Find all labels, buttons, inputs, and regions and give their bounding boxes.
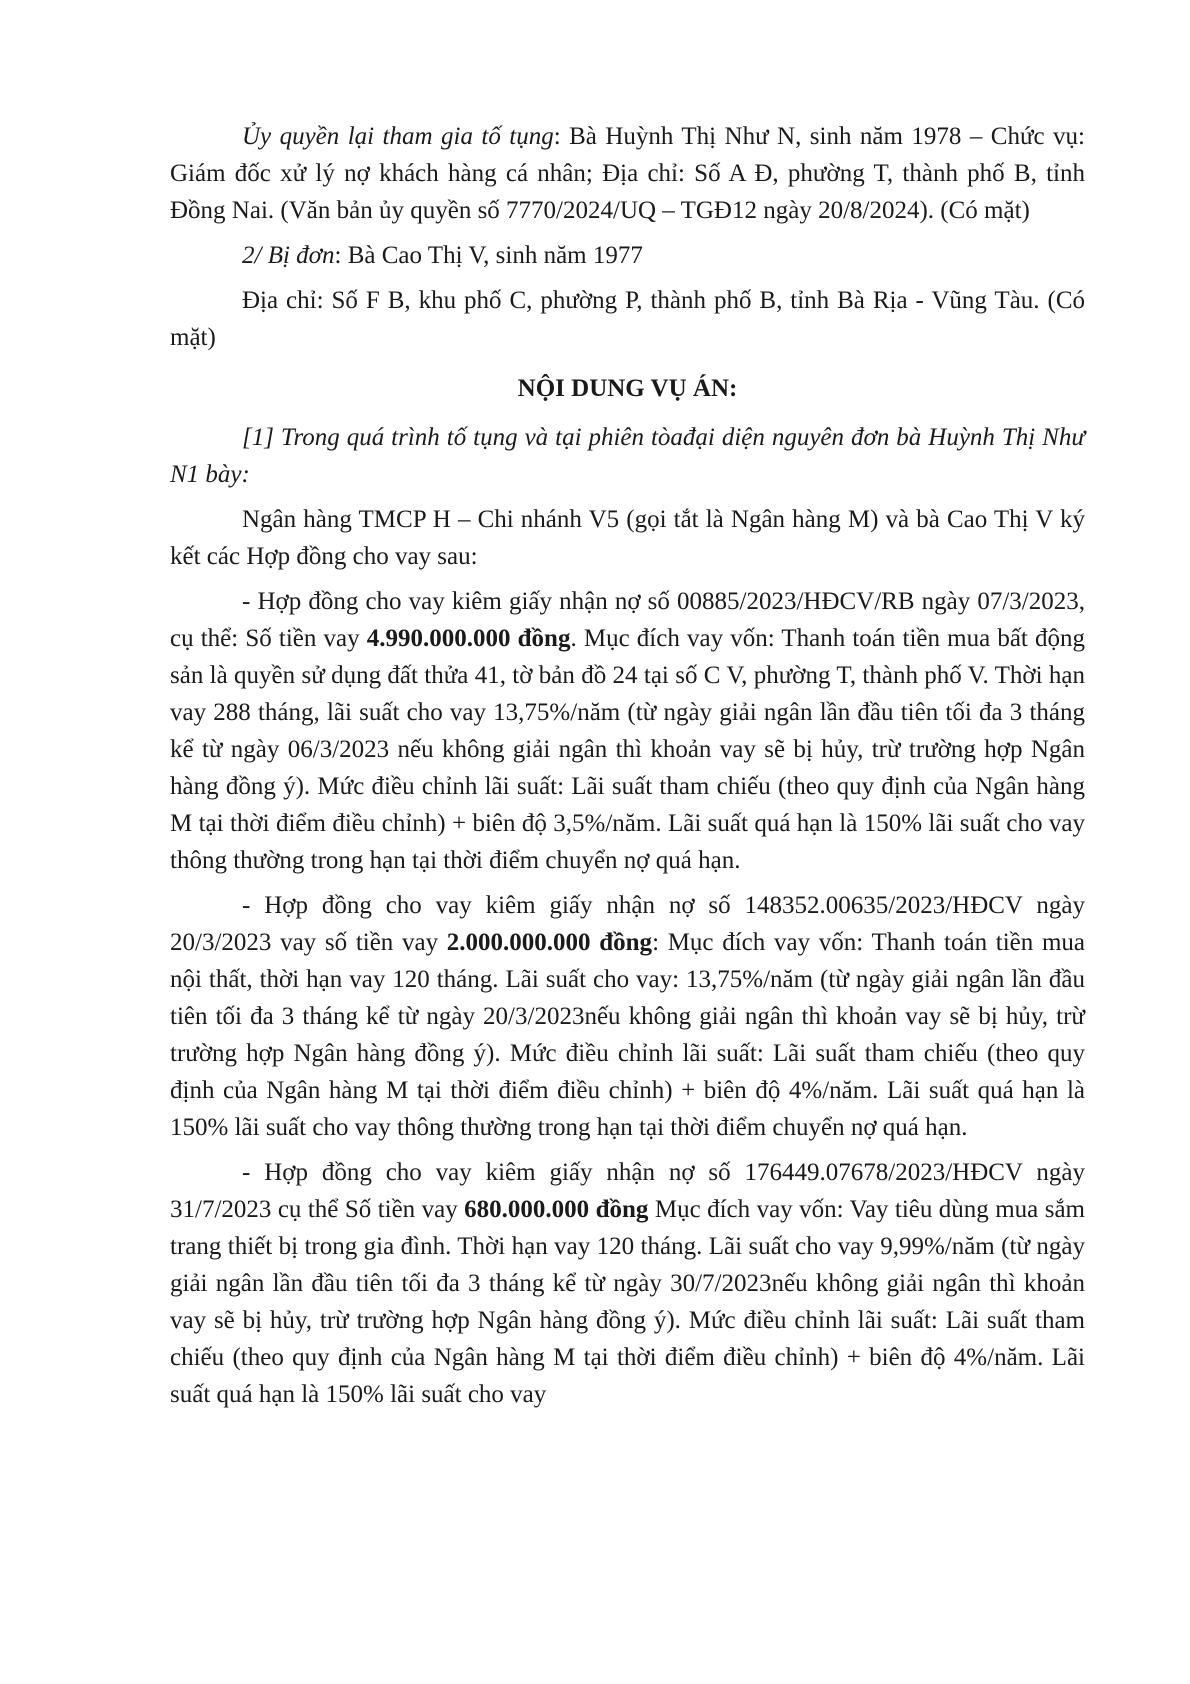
contract-paragraph-1	[170, 583, 1085, 879]
defendant-label: 2/ Bị đơn	[242, 242, 335, 269]
contract-paragraph-2	[170, 887, 1085, 1146]
contract-3-before: - Hợp đồng cho vay kiêm giấy nhận nợ số 176449.07678/2023/HĐCV ngày 31/7/2023 cụ thể Số tiền vay	[170, 1159, 1085, 1223]
contract-3-amount: 680.000.000 đồng	[464, 1196, 649, 1223]
contract-2-after: : Mục đích vay vốn: Thanh toán tiền mua nội thất, thời hạn vay 120 tháng. Lãi suất cho vay: 13,75%/năm (từ ngày giải ngân lần đầu tiên tối đa 3 tháng kể từ ngày 20/3/2023nếu không giải ngân thì khoản vay sẽ bị hủy, trừ trường hợp Ngân hàng đồng ý). Mức điều chỉnh lãi suất: Lãi suất tham chiếu (theo quy định của Ngân hàng M tại thời điểm điều chỉnh) + biên độ 4%/năm. Lãi suất quá hạn là 150% lãi suất cho vay thông thường trong hạn tại thời điểm chuyển nợ quá hạn.	[170, 929, 1085, 1141]
defendant-text: : Bà Cao Thị V, sinh năm 1977	[334, 242, 643, 269]
contract-3-after: Mục đích vay vốn: Vay tiêu dùng mua sắm trang thiết bị trong gia đình. Thời hạn vay 120 tháng. Lãi suất cho vay 9,99%/năm (từ ngày giải ngân lần đầu tiên tối đa 3 tháng kể từ ngày 30/7/2023nếu không giải ngân thì khoản vay sẽ bị hủy, trừ trường hợp Ngân hàng đồng ý). Mức điều chỉnh lãi suất: Lãi suất tham chiếu (theo quy định của Ngân hàng M tại thời điểm điều chỉnh) + biên độ 4%/năm. Lãi suất quá hạn là 150% lãi suất cho vay	[170, 1196, 1085, 1408]
defendant-address: Địa chỉ: Số F B, khu phố C, phường P, thành phố B, tỉnh Bà Rịa - Vũng Tàu. (Có mặt)	[170, 287, 1085, 351]
section-title: NỘI DUNG VỤ ÁN:	[517, 375, 738, 402]
contract-1-amount: 4.990.000.000 đồng	[366, 625, 571, 652]
contract-paragraph-3	[170, 1154, 1085, 1413]
document-page	[170, 118, 1085, 1421]
defendant-paragraph	[170, 237, 1085, 274]
contract-1-before: - Hợp đồng cho vay kiêm giấy nhận nợ số 00885/2023/HĐCV/RB ngày 07/3/2023, cụ thể: Số tiền vay	[170, 588, 1085, 652]
statement-intro: [1] Trong quá trình tố tụng và tại phiên tòađại diện nguyên đơn bà Huỳnh Thị Như N1 bày:	[170, 424, 1085, 488]
authorization-paragraph	[170, 118, 1085, 229]
authorization-text: : Bà Huỳnh Thị Như N, sinh năm 1978 – Chức vụ: Giám đốc xử lý nợ khách hàng cá nhân; Địa chỉ: Số A Đ, phường T, thành phố B, tỉnh Đồng Nai. (Văn bản ủy quyền số 7770/2024/UQ – TGĐ12 ngày 20/8/2024). (Có mặt)	[170, 123, 1085, 224]
contracts-intro: Ngân hàng TMCP H – Chi nhánh V5 (gọi tắt là Ngân hàng M) và bà Cao Thị V ký kết các Hợp đồng cho vay sau:	[170, 506, 1085, 570]
contract-1-after: . Mục đích vay vốn: Thanh toán tiền mua bất động sản là quyền sử dụng đất thửa 41, tờ bản đồ 24 tại số C V, phường T, thành phố V. Thời hạn vay 288 tháng, lãi suất cho vay 13,75%/năm (từ ngày giải ngân lần đầu tiên tối đa 3 tháng kể từ ngày 06/3/2023 nếu không giải ngân thì khoản vay sẽ bị hủy, trừ trường hợp Ngân hàng đồng ý). Mức điều chỉnh lãi suất: Lãi suất tham chiếu (theo quy định của Ngân hàng M tại thời điểm điều chỉnh) + biên độ 3,5%/năm. Lãi suất quá hạn là 150% lãi suất cho vay thông thường trong hạn tại thời điểm chuyển nợ quá hạn.	[170, 625, 1085, 874]
contract-2-amount: 2.000.000.000 đồng	[446, 929, 653, 956]
contract-2-before: - Hợp đồng cho vay kiêm giấy nhận nợ số 148352.00635/2023/HĐCV ngày 20/3/2023 vay số tiền vay	[170, 892, 1085, 956]
authorization-label: Ủy quyền lại tham gia tố tụng	[242, 123, 554, 150]
